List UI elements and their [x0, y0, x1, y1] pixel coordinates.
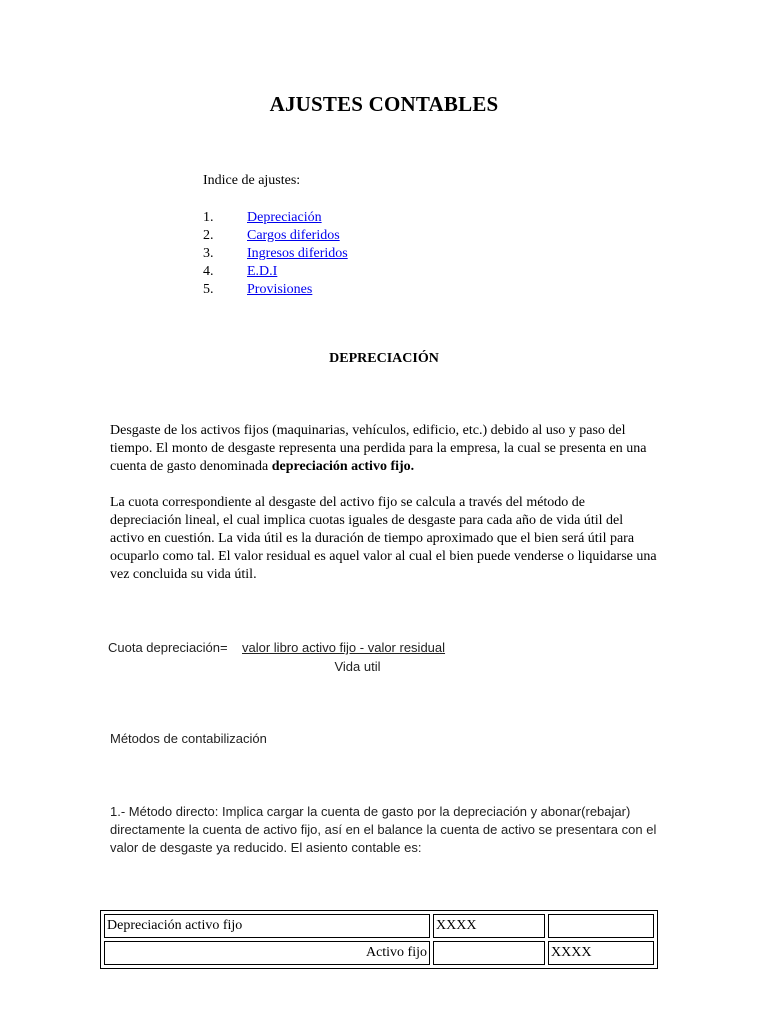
definition-text: Desgaste de los activos fijos (maquinarias, vehículos, edificio, etc.) debido al uso y paso del tiempo. El monto de desgaste representa una perdida para la empresa, la cual se presenta en una cuenta de gasto denominada [110, 423, 647, 474]
debit-cell [433, 941, 545, 965]
section-heading: DEPRECIACIÓN [329, 351, 439, 366]
page-title: AJUSTES CONTABLES [269, 92, 499, 116]
index-item [203, 245, 348, 263]
index-item [203, 227, 348, 245]
index-item-number: 4. [203, 264, 214, 279]
account-cell: Activo fijo [104, 941, 430, 965]
index-item [203, 263, 348, 281]
index-item-number: 1. [203, 210, 214, 225]
index-link-cargos-diferidos[interactable]: Cargos diferidos [247, 228, 340, 243]
index-link-edi[interactable]: E.D.I [247, 264, 278, 279]
definition-paragraph [110, 422, 660, 476]
index-item [203, 209, 348, 227]
index-heading: Indice de ajustes: [203, 173, 301, 188]
index-link-provisiones[interactable]: Provisiones [247, 282, 313, 297]
index-link-ingresos-diferidos[interactable]: Ingresos diferidos [247, 246, 348, 261]
index-link-depreciacion[interactable]: Depreciación [247, 210, 322, 225]
method-direct-paragraph: 1.- Método directo: Implica cargar la cuenta de gasto por la depreciación y abonar(rebajar) directamente la cuenta de activo fijo, así en el balance la cuenta de activo se presentara con el valor de desgaste ya reducido. El asiento contable es: [110, 804, 657, 855]
formula-label: Cuota depreciación= [108, 640, 228, 655]
formula-numerator: valor libro activo fijo - valor residual [242, 640, 446, 655]
debit-cell: XXXX [433, 914, 545, 938]
methods-heading: Métodos de contabilización [110, 731, 267, 746]
calculation-paragraph: La cuota correspondiente al desgaste del activo fijo se calcula a través del método de depreciación lineal, el cual implica cuotas iguales de desgaste para cada año de vida útil del activo en cuestión. La vida útil es la duración de tiempo aproximado que el bien será útil para ocuparlo como tal. El valor residual es aquel valor al cual el bien puede venderse o liquidarse una vez concluida su vida útil. [110, 495, 657, 582]
formula-denominator: Vida util [334, 659, 381, 674]
account-cell: Depreciación activo fijo [104, 914, 430, 938]
definition-bold-term: depreciación activo fijo. [271, 459, 415, 474]
credit-cell: XXXX [548, 941, 654, 965]
table-row [104, 941, 654, 965]
index-item-number: 3. [203, 246, 214, 261]
index-list [203, 209, 348, 299]
journal-entry-table [100, 910, 658, 969]
index-item-number: 5. [203, 282, 214, 297]
table-row [104, 914, 654, 938]
credit-cell [548, 914, 654, 938]
index-item [203, 281, 348, 299]
index-item-number: 2. [203, 228, 214, 243]
